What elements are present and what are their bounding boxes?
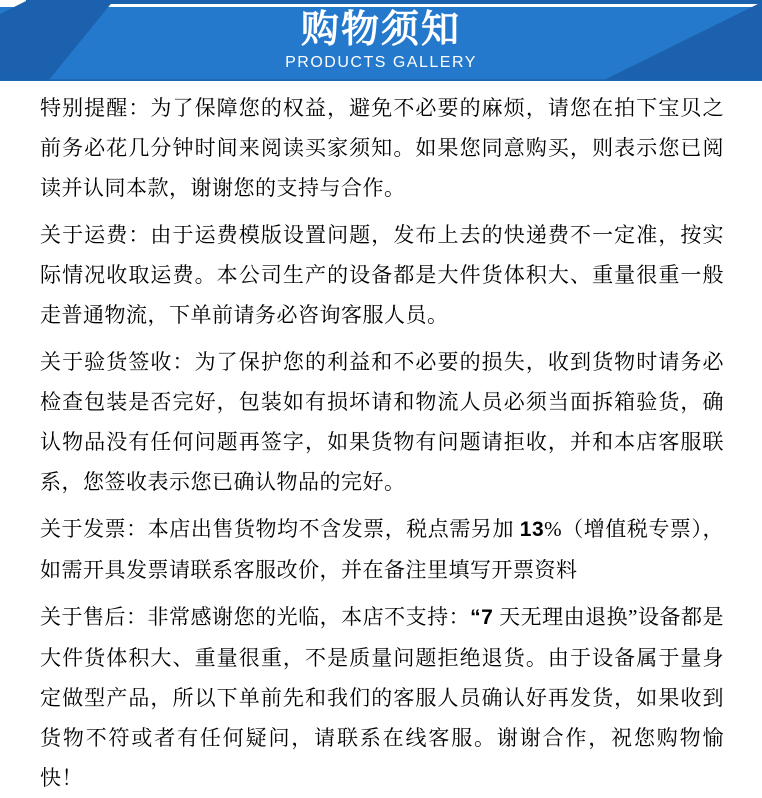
notice-invoice <box>40 509 724 590</box>
notice-text: 天无理由退换”设备都是大件货体积大、重量很重，不是质量问题拒绝退货。由于设备属于量身定做型产品，所以下单前先和我们的客服人员确认好再发货，如果收到货物不符或者有任何疑问，请联系在线客服。谢谢合作，祝您购物愉快！ <box>40 605 724 790</box>
notice-inspection-signoff <box>40 342 724 502</box>
page-title: 购物须知 <box>300 9 461 51</box>
invoice-tax-rate: 13 <box>519 518 545 541</box>
notice-text: 关于运费：由于运费模版设置问题，发布上去的快递费不一定准，按实际情况收取运费。本公司生产的设备都是大件货体积大、重量很重一般走普通物流，下单前请务必咨询客服人员。 <box>40 223 724 327</box>
notice-special-reminder <box>40 88 724 208</box>
notice-text: 关于验货签收：为了保护您的利益和不必要的损失，收到货物时请务必检查包装是否完好，包装如有损坏请和物流人员必须当面拆箱验货，确认物品没有任何问题再签字，如果货物有问题请拒收，并和本店客服联系，您签收表示您已确认物品的完好。 <box>40 350 724 494</box>
banner <box>0 0 762 81</box>
notice-text: 关于发票：本店出售货物均不含发票，税点需另加 <box>40 517 520 541</box>
notice-shipping-fee <box>40 215 724 335</box>
banner-text <box>0 0 762 81</box>
page-subtitle: PRODUCTS GALLERY <box>285 54 477 71</box>
notice-content <box>0 81 762 798</box>
notice-text: 关于售后：非常感谢您的光临，本店不支持： <box>40 605 471 629</box>
notice-after-sales <box>40 597 724 798</box>
notice-text: 特别提醒：为了保障您的权益，避免不必要的麻烦，请您在拍下宝贝之前务必花几分钟时间来阅读买家须知。如果您同意购买，则表示您已阅读并认同本款，谢谢您的支持与合作。 <box>40 96 724 200</box>
notice-text: %（增值税专票），如需开具发票请联系客服改价，并在备注里填写开票资料 <box>40 517 724 582</box>
no-reason-return-days: “7 <box>470 606 494 629</box>
